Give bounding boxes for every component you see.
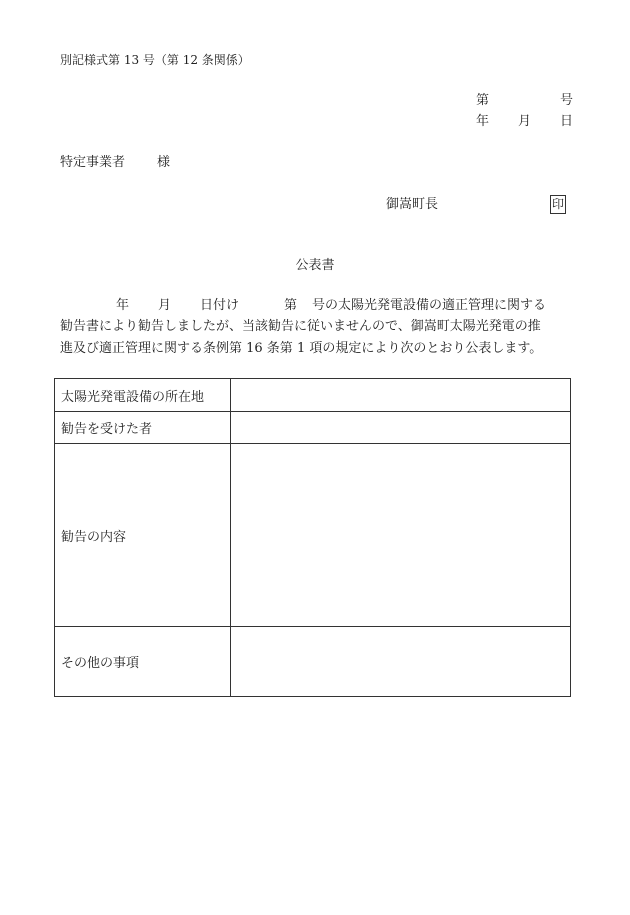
date-year-label: 年 — [476, 114, 490, 129]
addressee-honorific: 様 — [157, 155, 171, 170]
row-value-recipient — [231, 412, 571, 444]
row-value-other — [231, 627, 571, 697]
number-go-label: 号 — [560, 93, 574, 108]
row-label-recommendation: 勧告の内容 — [55, 444, 231, 627]
table-row — [55, 444, 571, 627]
addressee — [60, 155, 171, 171]
date-month-label: 月 — [518, 114, 532, 129]
row-label-other: その他の事項 — [55, 627, 231, 697]
row-value-location — [231, 379, 571, 412]
date-day-label: 日 — [560, 114, 574, 129]
body-dai: 第 — [284, 298, 298, 313]
publication-info-table — [54, 378, 571, 697]
row-value-recommendation — [231, 444, 571, 627]
form-identifier: 別記様式第 13 号（第 12 条関係） — [60, 53, 250, 67]
body-line-3: 進及び適正管理に関する条例第 16 条第 1 項の規定により次のとおり公表します。 — [60, 341, 543, 356]
row-label-recipient: 勧告を受けた者 — [55, 412, 231, 444]
table-row — [55, 627, 571, 697]
issuer-name: 御嵩町長 — [386, 197, 439, 212]
row-label-location: 太陽光発電設備の所在地 — [55, 379, 231, 412]
table-row — [55, 412, 571, 444]
seal-mark: 印 — [550, 195, 566, 214]
body-line1-rest: 号の太陽光発電設備の適正管理に関する — [312, 298, 547, 313]
number-dai-label: 第 — [476, 93, 490, 108]
body-dated: 日付け — [200, 298, 240, 313]
body-year: 年 — [116, 298, 130, 313]
document-title: 公表書 — [295, 258, 335, 273]
addressee-name: 特定事業者 — [60, 155, 126, 170]
table-row — [55, 379, 571, 412]
body-line-2: 勧告書により勧告しましたが、当該勧告に従いませんので、御嵩町太陽光発電の推 — [60, 319, 541, 334]
body-month: 月 — [158, 298, 172, 313]
